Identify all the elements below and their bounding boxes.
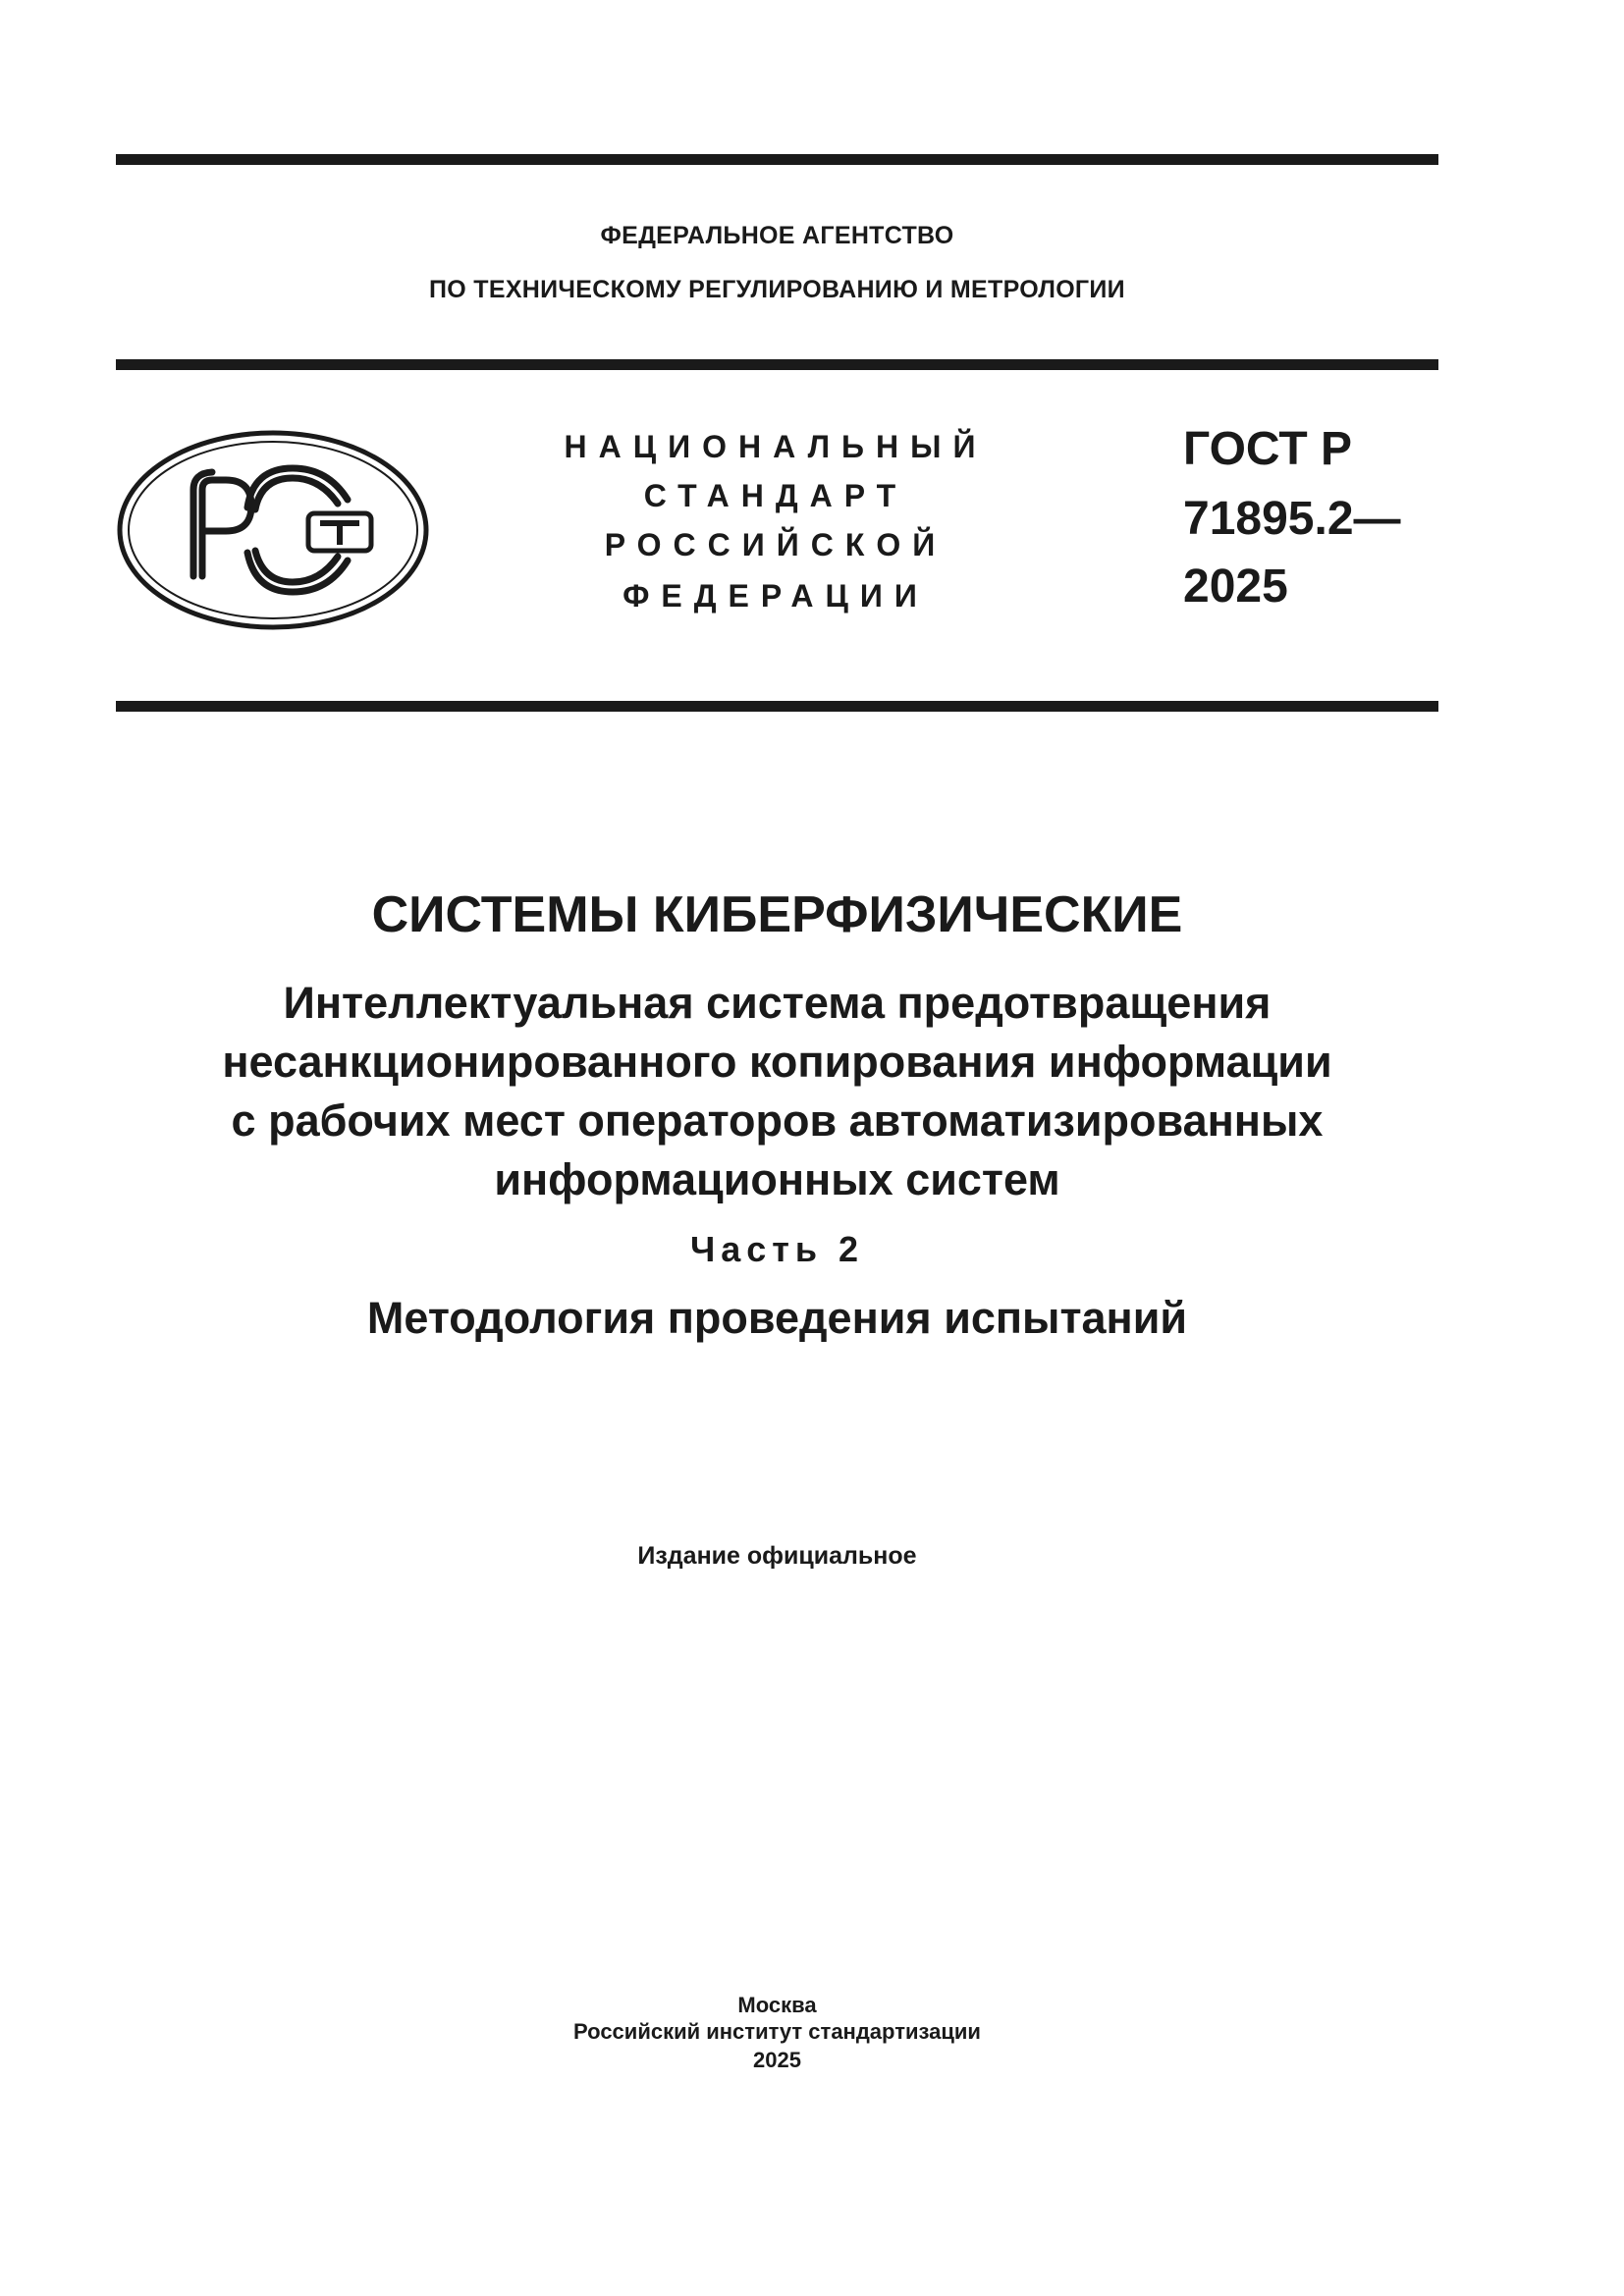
main-title: СИСТЕМЫ КИБЕРФИЗИЧЕСКИЕ [371, 886, 1183, 943]
top-rule [116, 154, 1438, 165]
subtitle-line: Интеллектуальная система предотвращения [283, 978, 1272, 1028]
standard-type-line-2: СТАНДАРТ [643, 478, 908, 513]
standard-number-line-2: 71895.2— [1183, 493, 1401, 545]
rst-certification-mark-icon [116, 429, 430, 631]
standard-type-line-4: ФЕДЕРАЦИИ [623, 578, 929, 614]
subtitle-line: несанкционированного копирования информации [222, 1037, 1332, 1087]
header-rule [116, 359, 1438, 370]
subtitle-line: информационных систем [494, 1154, 1060, 1204]
subtitle [0, 974, 1554, 1209]
imprint-city: Москва [737, 1993, 817, 2017]
edition-label: Издание официальное [637, 1542, 917, 1570]
standard-type-line-1: НАЦИОНАЛЬНЫЙ [564, 429, 988, 464]
part-label: Часть 2 [689, 1229, 865, 1269]
subtitle-line: с рабочих мест операторов автоматизированных [231, 1095, 1324, 1146]
standard-number-line-1: ГОСТ Р [1183, 423, 1353, 475]
title-rule [116, 701, 1438, 712]
agency-name-line-2: ПО ТЕХНИЧЕСКОМУ РЕГУЛИРОВАНИЮ И МЕТРОЛОГИИ [429, 276, 1125, 303]
imprint-publisher: Российский институт стандартизации [573, 2019, 981, 2044]
imprint-year: 2025 [753, 2048, 801, 2072]
part-title: Методология проведения испытаний [366, 1293, 1188, 1343]
agency-name-line-1: ФЕДЕРАЛЬНОЕ АГЕНТСТВО [600, 222, 954, 249]
standard-number-line-3: 2025 [1183, 561, 1288, 613]
standard-type-line-3: РОССИЙСКОЙ [604, 527, 947, 562]
